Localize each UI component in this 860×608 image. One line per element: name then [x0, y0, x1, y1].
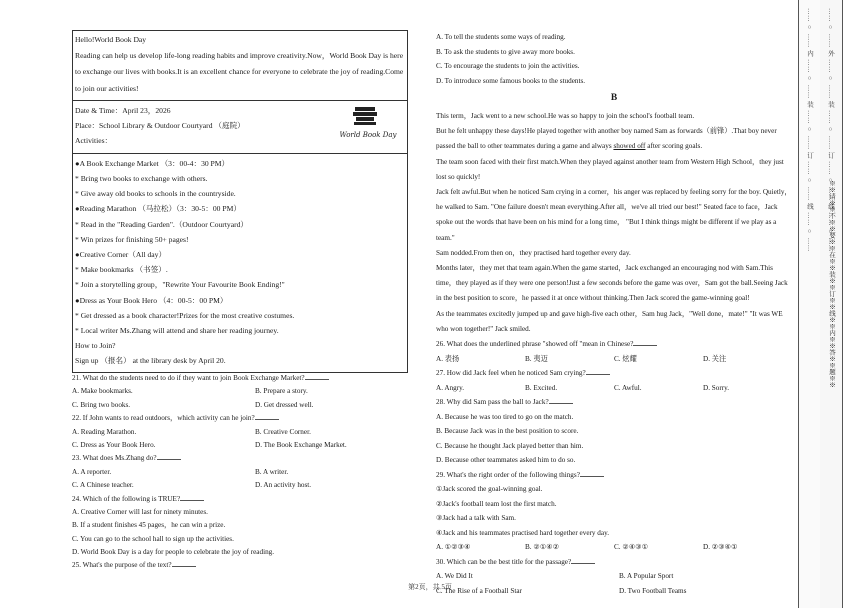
- option: D. 关注: [703, 354, 727, 363]
- order-item: ①Jack scored the goal-winning goal.: [436, 485, 543, 494]
- option: C. 炫耀: [614, 354, 637, 363]
- answer-blank[interactable]: [633, 338, 657, 346]
- underlined-phrase: showed off: [613, 142, 646, 151]
- passage-b: [436, 109, 792, 337]
- answer-blank[interactable]: [580, 469, 604, 477]
- answer-blank[interactable]: [549, 396, 573, 404]
- notice-activities: [73, 154, 407, 372]
- activity-line: * Local writer Ms.Zhang will attend and share her reading journey.: [75, 326, 279, 336]
- option: B. Creative Corner.: [255, 427, 311, 436]
- question-28: 28. Why did Sam pass the ball to Jack?: [436, 395, 792, 410]
- svg-text:World Book Day: World Book Day: [339, 130, 397, 139]
- notice-box: [72, 30, 408, 373]
- answer-blank[interactable]: [586, 367, 610, 375]
- option: C. Because he thought Jack played better than him.: [436, 441, 584, 450]
- passage-paragraph: Sam nodded.From then on，they practised hard together every day.: [436, 248, 631, 257]
- binding-strip-inner: [798, 0, 822, 608]
- option: C. You can go to the school hall to sign up the activities.: [72, 534, 234, 543]
- activity-line: * Get dressed as a book character!Prizes for the most creative costumes.: [75, 310, 295, 320]
- question-30: 30. Which can be the best title for the passage?: [436, 555, 792, 570]
- question-23: 23. What does Ms.Zhang do?: [72, 452, 408, 465]
- passage-paragraph: But he felt unhappy these days!He played together with another boy named Sam as forwards（前锋）.That boy never passed the ball to other teammates during a game and always showed off after scoring goals.: [436, 127, 777, 151]
- question-26: 26. What does the underlined phrase "showed off "mean in Chinese?: [436, 337, 792, 352]
- activity-line: * Give away old books to schools in the countryside.: [75, 189, 236, 199]
- option: B. 夷迈: [525, 354, 548, 363]
- question-29: 29. What's the right order of the following things?: [436, 468, 792, 483]
- option: B. To ask the students to give away more books.: [436, 47, 575, 56]
- option: A. 表扬: [436, 354, 460, 363]
- binding-strip-outer: [820, 0, 843, 608]
- option: B. A writer.: [255, 467, 289, 476]
- order-item: ④Jack and his teammates practised hard together every day.: [436, 528, 610, 537]
- answer-blank[interactable]: [157, 452, 181, 460]
- option: D. Two Football Teams: [619, 586, 687, 595]
- option: C. To encourage the students to join the activities.: [436, 62, 580, 70]
- option: D. World Book Day is a day for people to celebrate the joy of reading.: [72, 548, 275, 557]
- activity-line: ●Creative Corner（All day）: [75, 250, 167, 260]
- option: D. ②③④①: [703, 543, 738, 552]
- option: A. Because he was too tired to go on the match.: [436, 412, 574, 421]
- answer-blank[interactable]: [255, 412, 279, 420]
- option: D. Get dressed well.: [255, 400, 314, 409]
- option: A. A reporter.: [72, 467, 112, 476]
- binding-dotted-line: …… ○ …… 内 …… ○ …… 装 …… ○ …… 订 …… ○ …… 线 …… ○ ……: [806, 8, 813, 252]
- question-25: 25. What's the purpose of the text?: [72, 559, 408, 572]
- passage-paragraph: This term，Jack went to a new school.He was so happy to join the school's football team.: [436, 112, 695, 120]
- notice-intro: Hello!World Book Day Reading can help us develop life-long reading habits and improve creativity.Now，World Book Day is here to exchange our lives with books.It is an excellent chance for everyone to celebrate the joy of reading.Come to join our activities!: [73, 31, 407, 101]
- page-footer: 第2页，共 5页: [408, 583, 452, 591]
- order-item: ②Jack's football team lost the first match.: [436, 499, 557, 508]
- question-23-options: [72, 466, 408, 479]
- section-heading-b: B: [610, 93, 618, 103]
- option: C. A Chinese teacher.: [72, 481, 134, 490]
- notice-date: Date & Time：April 23，2026: [75, 105, 171, 115]
- notice-place: Place：School Library & Outdoor Courtyard （庭院）: [75, 120, 245, 130]
- question-23-options: [72, 479, 408, 492]
- option: B. Because Jack was in the best position to score.: [436, 427, 579, 436]
- option: B. Prepare a story.: [255, 387, 308, 396]
- question-26-options: [436, 352, 792, 367]
- world-book-day-logo: [339, 105, 397, 143]
- option: D. Because other teammates asked him to do so.: [436, 456, 576, 465]
- option: B. Excited.: [525, 383, 558, 392]
- answer-blank[interactable]: [305, 372, 329, 380]
- notice-date-place: [73, 101, 407, 154]
- question-21-options: [72, 399, 408, 412]
- option: A. ①②③④: [436, 543, 471, 552]
- activity-line: * Read in the "Reading Garden".（Outdoor Courtyard）: [75, 219, 249, 229]
- activity-line: ●Reading Marathon （马拉松）（3：30-5：00 PM）: [75, 204, 241, 214]
- option: D. An activity host.: [255, 481, 312, 490]
- activity-line: * Join a storytelling group，"Rewrite Your Favourite Book Ending!": [75, 280, 285, 290]
- option: B. A Popular Sport: [619, 572, 674, 581]
- activity-line: * Make bookmarks （书签）.: [75, 265, 168, 275]
- question-22: 22. If John wants to read outdoors，which activity can he join?: [72, 412, 408, 425]
- activity-line: * Win prizes for finishing 50+ pages!: [75, 234, 189, 244]
- activity-line: ●A Book Exchange Market （3：00-4：30 PM）: [75, 158, 230, 168]
- option: A. Make bookmarks.: [72, 387, 133, 396]
- question-27: 27. How did Jack feel when he noticed Sam crying?: [436, 366, 792, 381]
- activity-line: How to Join?: [75, 341, 116, 351]
- question-22-options: [72, 426, 408, 439]
- option: C. Awful.: [614, 383, 642, 392]
- passage-paragraph: The team soon faced with their first match.When they played against another team from Western High School，they just lost so quickly!: [436, 157, 784, 181]
- notice-column: [72, 30, 408, 373]
- questions-21-25: [72, 372, 408, 573]
- option: B. If a student finishes 45 pages，he can win a prize.: [72, 521, 226, 530]
- question-29-options: [436, 540, 792, 555]
- answer-blank[interactable]: [571, 556, 595, 564]
- order-item: ③Jack had a talk with Sam.: [436, 514, 516, 523]
- activity-line: Sign up （报名） at the library desk by April 20.: [75, 356, 226, 366]
- option: D. To introduce some famous books to the students.: [436, 76, 586, 85]
- answer-blank[interactable]: [172, 559, 196, 567]
- binding-dotted-line: …… ○ …… 外 …… ○ …… 装 …… ○ …… 订 …… ○ …… 线 …… ○ ……: [827, 8, 834, 252]
- option: D. Sorry.: [703, 383, 730, 392]
- option: A. Reading Marathon.: [72, 427, 137, 436]
- activity-line: ●Dress as Your Book Hero （4：00-5：00 PM）: [75, 295, 228, 305]
- activity-line: * Bring two books to exchange with others.: [75, 174, 208, 184]
- option: A. To tell the students some ways of reading.: [436, 33, 566, 41]
- question-24: 24. Which of the following is TRUE?: [72, 493, 408, 506]
- option: C. ②④③①: [614, 543, 649, 552]
- option: B. ②①④②: [525, 543, 560, 552]
- question-27-options: [436, 381, 792, 396]
- option: A. Creative Corner will last for ninety minutes.: [72, 507, 208, 516]
- right-column: [436, 30, 792, 598]
- option: A. We Did It: [436, 572, 473, 581]
- passage-paragraph: Months later，they met that team again.When the game started，Jack exchanged an encouraging nod with Sam.This time，they played as if they were one person!Just a few seconds before the game was over，Sam got the ball.Seeing Jack in the best position to score，he passed it at once without thinking.Then Jack scored the game-winning goal!: [436, 264, 788, 303]
- option: C. Dress as Your Book Hero.: [72, 440, 156, 449]
- answer-blank[interactable]: [180, 493, 204, 501]
- notice-activities-label: Activities：: [75, 135, 113, 145]
- option: D. The Book Exchange Market.: [255, 440, 347, 449]
- question-21-options: [72, 385, 408, 398]
- passage-paragraph: Jack felt awful.But when he noticed Sam crying in a corner，his anger was replaced by feeling sorry for the boy. Quietly，he walked to Sam. "One failure doesn't mean everything.After all，we've all tried our best!" Seated face to face，Jack spoke out the words that have been on his mind for a long time， "But I think things might be different if we play as a team.": [436, 188, 792, 242]
- question-21: 21. What do the students need to do if they want to join Book Exchange Market?: [72, 372, 408, 385]
- option: C. The Rise of a Football Star: [436, 586, 522, 595]
- option: C. Bring two books.: [72, 400, 131, 409]
- passage-paragraph: As the teammates excitedly jumped up and gave high-five each other，Sam hug Jack，"Well done，mate!" "It was WE who won together!" Jack smiled.: [436, 309, 783, 333]
- question-22-options: [72, 439, 408, 452]
- option: A. Angry.: [436, 383, 465, 392]
- binding-warning: ※※请※※不※※要※※在※※装※※订※※线※※内※※答※※题※※: [828, 180, 835, 388]
